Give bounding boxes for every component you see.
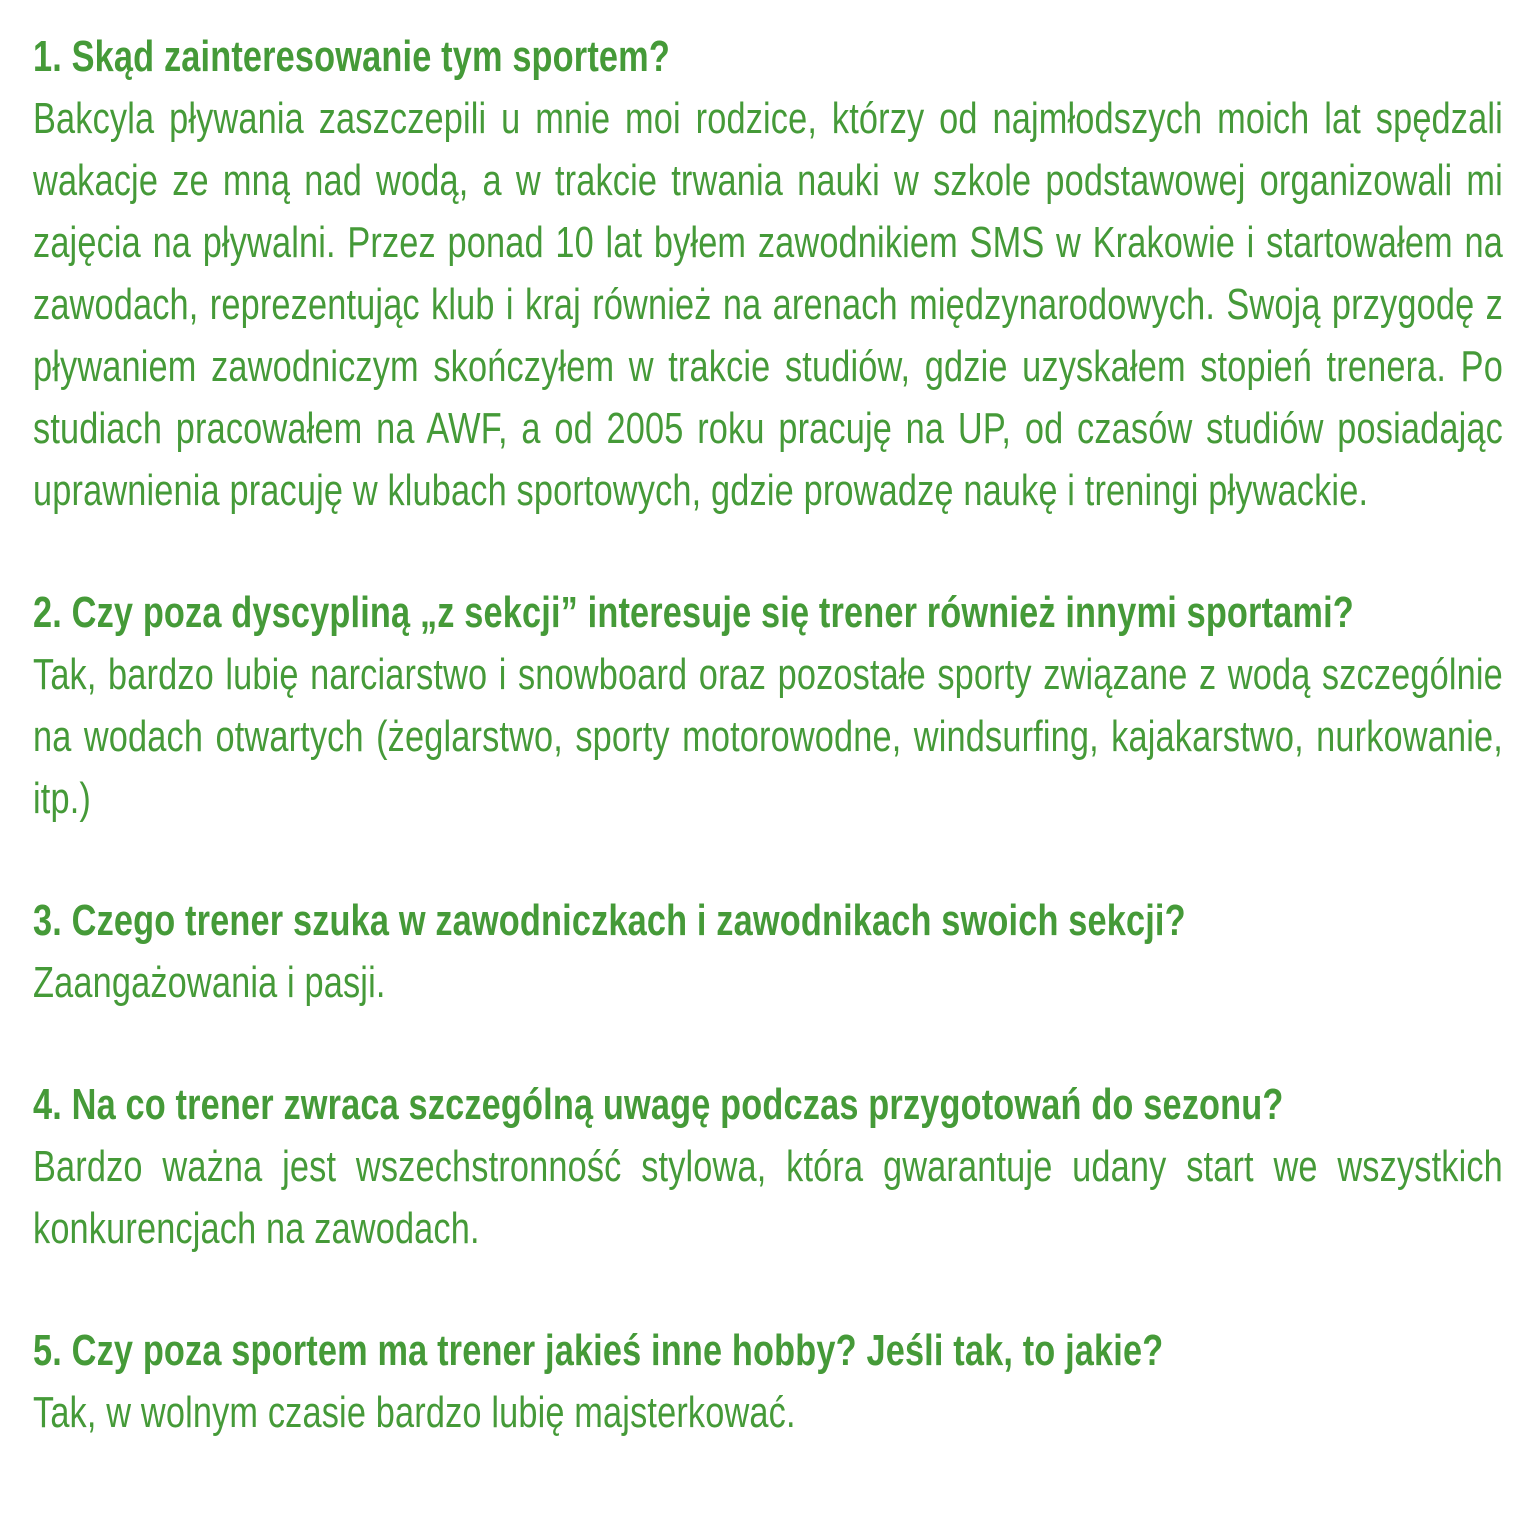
answer-paragraph-5: Tak, w wolnym czasie bardzo lubię majsterkować.: [33, 1388, 796, 1437]
qa-section-3: [33, 890, 1503, 1014]
answer-paragraph-1: Bakcyla pływania zaszczepili u mnie moi rodzice, którzy od najmłodszych moich lat spędzali wakacje ze mną nad wodą, a w trakcie trwania nauki w szkole podstawowej organizowali mi zajęcia na pływalni. Przez ponad 10 lat byłem zawodnikiem SMS w Krakowie i startowałem na zawodach, reprezentując klub i kraj również na arenach międzynarodowych. Swoją przygodę z pływaniem zawodniczym skończyłem w trakcie studiów, gdzie uzyskałem stopień trenera. Po studiach pracowałem na AWF, a od 2005 roku pracuję na UP, od czasów studiów posiadając uprawnienia pracuję w klubach sportowych, gdzie prowadzę naukę i treningi pływackie.: [33, 94, 1503, 515]
qa-section-4: [33, 1074, 1503, 1260]
answer-paragraph-4: Bardzo ważna jest wszechstronność stylowa, która gwarantuje udany start we wszystkich konkurencjach na zawodach.: [33, 1142, 1503, 1253]
question-heading-1: 1. Skąd zainteresowanie tym sportem?: [33, 32, 670, 81]
answer-paragraph-2: Tak, bardzo lubię narciarstwo i snowboard oraz pozostałe sporty związane z wodą szczególnie na wodach otwartych (żeglarstwo, sporty motorowodne, windsurfing, kajakarstwo, nurkowanie, itp.): [33, 650, 1503, 823]
qa-section-1: [33, 26, 1503, 522]
question-heading-3: 3. Czego trener szuka w zawodniczkach i zawodnikach swoich sekcji?: [33, 896, 1186, 945]
question-heading-4: 4. Na co trener zwraca szczególną uwagę podczas przygotowań do sezonu?: [33, 1080, 1284, 1129]
question-heading-5: 5. Czy poza sportem ma trener jakieś inne hobby? Jeśli tak, to jakie?: [33, 1326, 1164, 1375]
answer-paragraph-3: Zaangażowania i pasji.: [33, 958, 386, 1007]
qa-section-2: [33, 582, 1503, 830]
qa-section-5: [33, 1320, 1503, 1444]
question-heading-2: 2. Czy poza dyscypliną „z sekcji” interesuje się trener również innymi sportami?: [33, 588, 1354, 637]
